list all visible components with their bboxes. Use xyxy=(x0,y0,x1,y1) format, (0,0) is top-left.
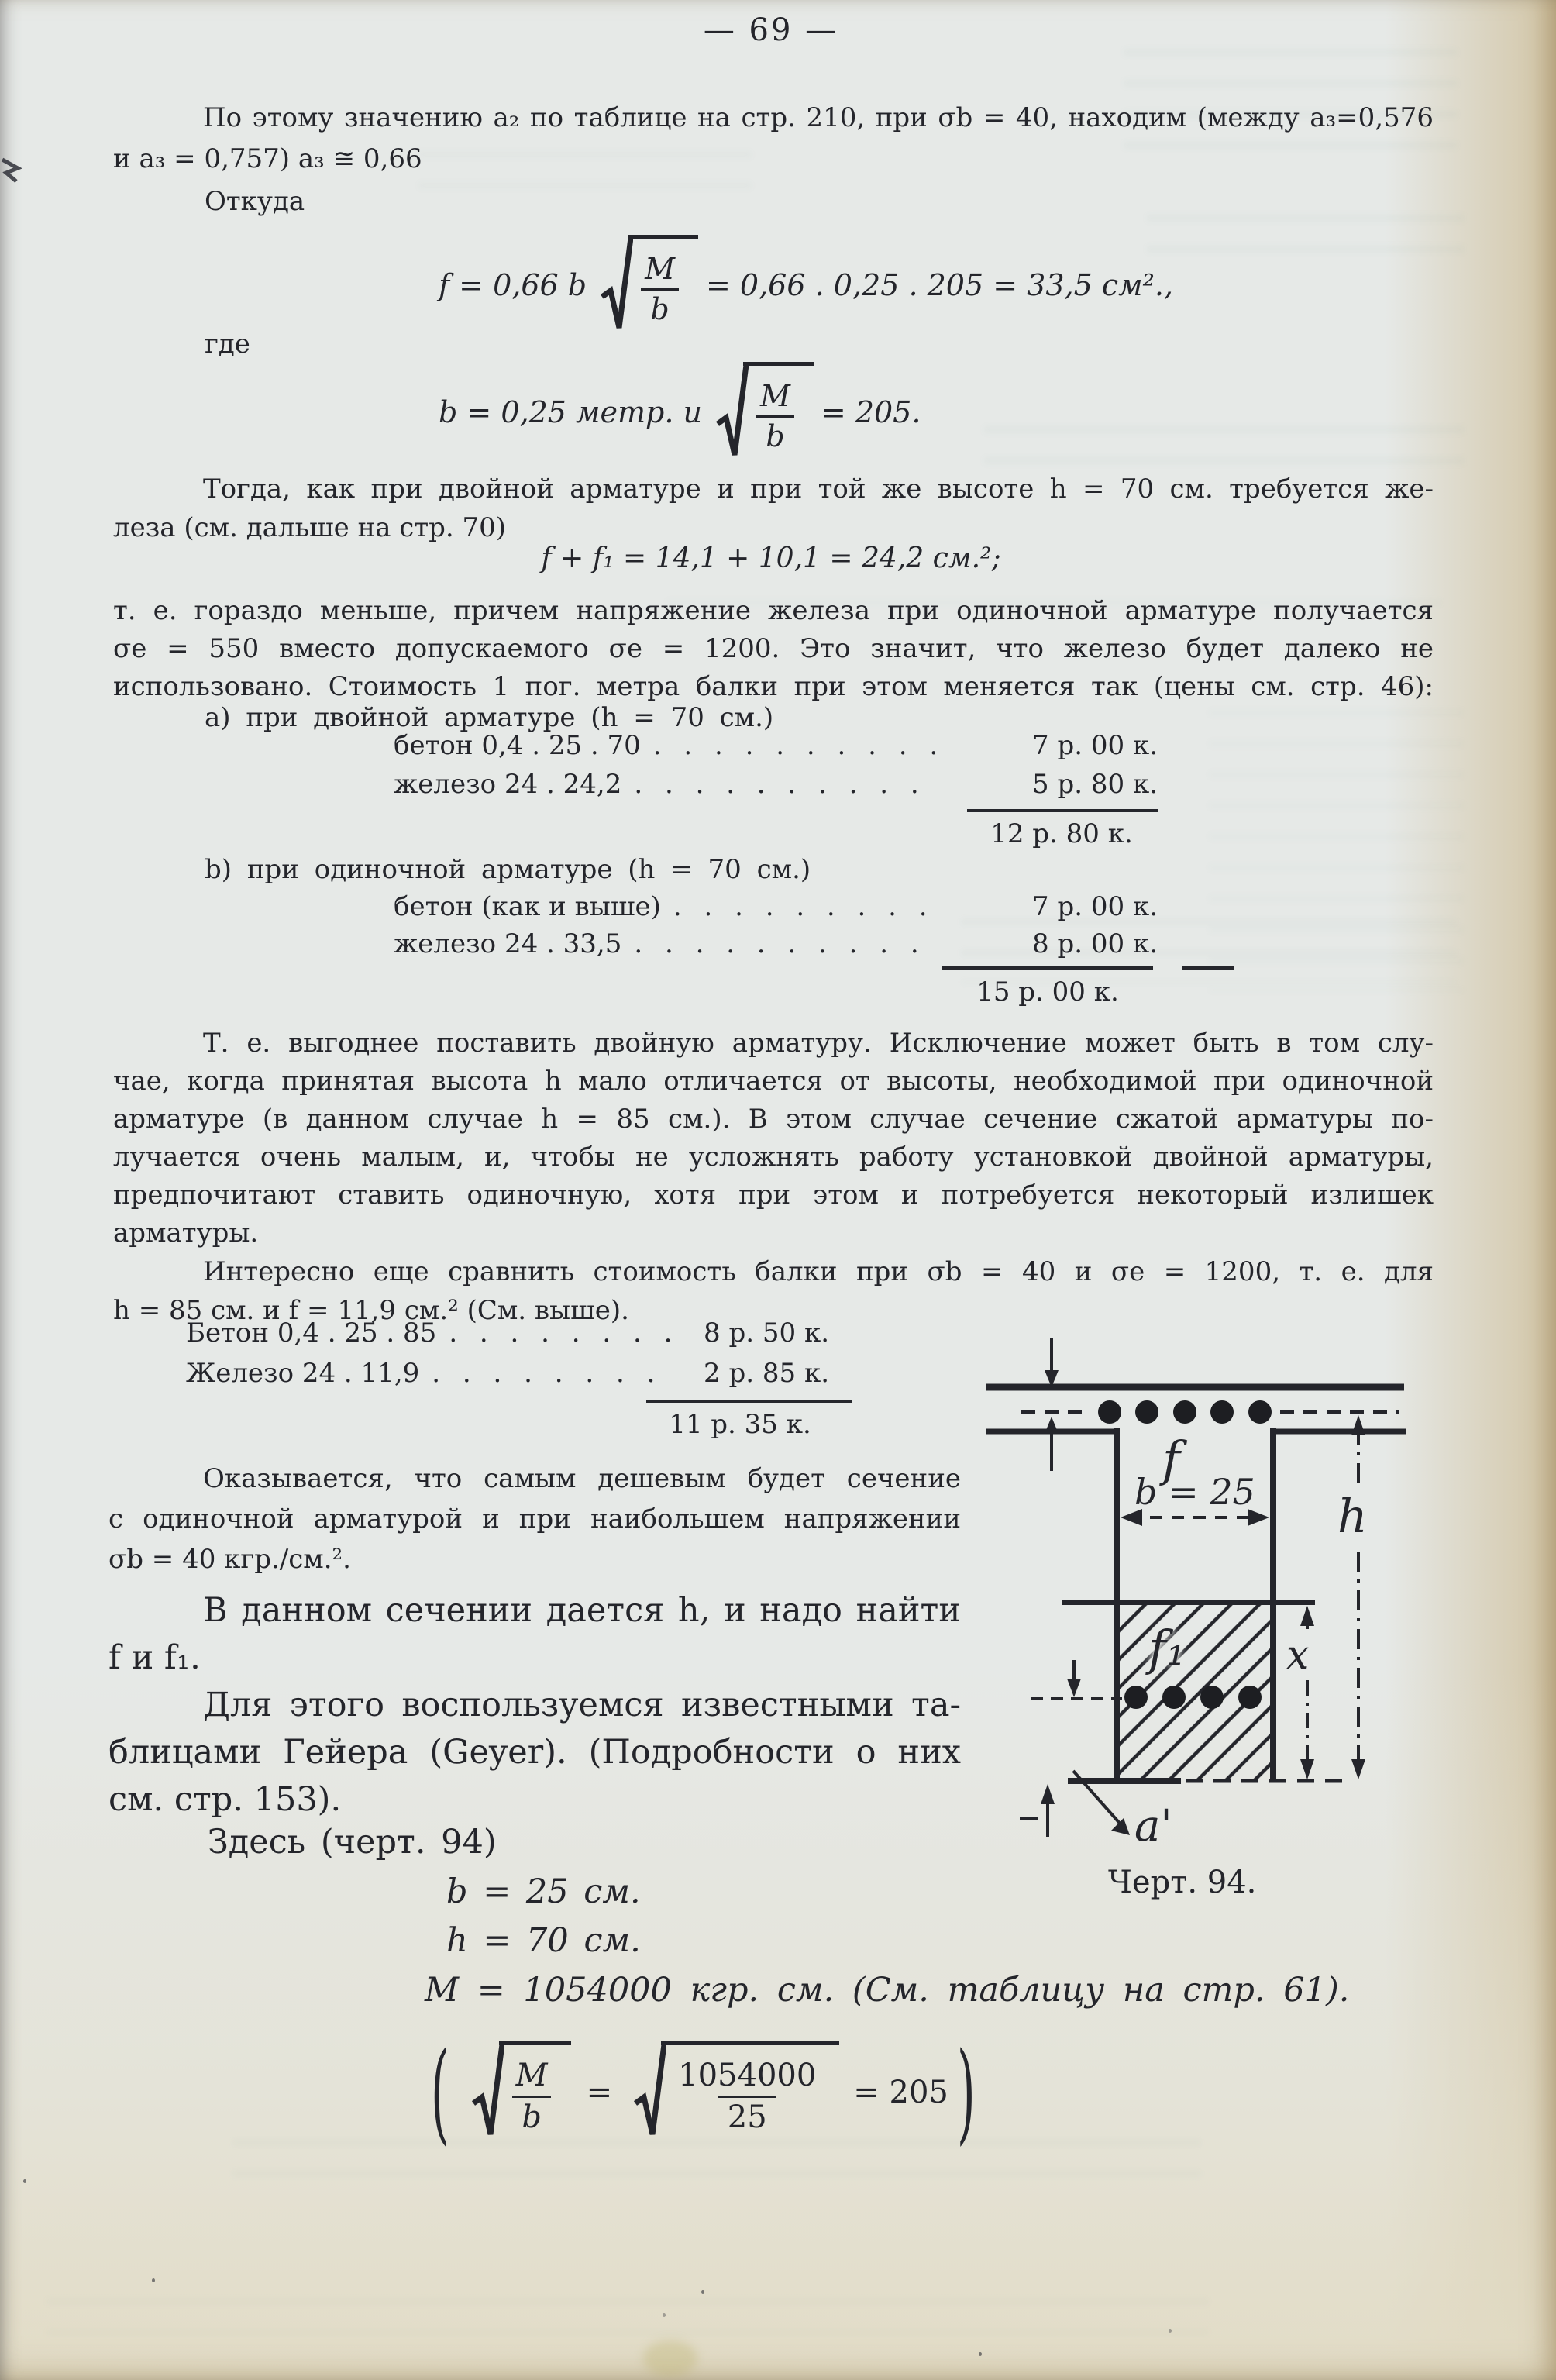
text-line: σb = 40 кгр./см.². xyxy=(108,1544,351,1575)
text-line: Интересно еще сравнить стоимость балки при σb = 40 и σе = 1200, т. е. для xyxy=(203,1256,1434,1287)
paper-speck xyxy=(979,2352,982,2356)
cost-b-heading: b) при одиночной арматуре (h = 70 см.) xyxy=(205,854,811,885)
paper-speck xyxy=(663,2313,666,2317)
radical xyxy=(470,2041,571,2143)
fraction-numerator: M xyxy=(515,2057,548,2093)
dot-leader: . . . . . . . . . . xyxy=(634,769,926,800)
margin-pen-mark xyxy=(0,153,23,189)
cost-amount: 5 р. 80 к. xyxy=(1032,769,1158,800)
bleed-through-ghost xyxy=(1147,203,1465,257)
fraction-denominator: b xyxy=(756,415,793,453)
cost-amount: 7 р. 00 к. xyxy=(1032,730,1158,761)
text-line: арматуры. xyxy=(113,1218,259,1249)
paper-speck xyxy=(152,2278,155,2282)
sum-rule xyxy=(646,1400,852,1403)
text-line: леза (см. дальше на стр. 70) xyxy=(113,512,507,543)
dot-leader: . . . . . . . . . . xyxy=(634,928,926,959)
paper-speck xyxy=(701,2290,704,2294)
word-otkuda: Откуда xyxy=(205,186,305,217)
bleed-through-ghost xyxy=(1209,697,1465,992)
text-line: Тогда, как при двойной арматуре и при той же высоте h = 70 см. требуется же- xyxy=(203,474,1434,505)
text-line: и a₃ = 0,757) a₃ ≅ 0,66 xyxy=(113,143,422,174)
text-line: h = 85 см. и f = 11,9 см.² (См. выше). xyxy=(113,1295,629,1326)
cost-row xyxy=(186,1358,829,1389)
paper-stain xyxy=(643,2340,697,2376)
figure-label-x: x xyxy=(1286,1632,1310,1679)
formula-ff1: f + f₁ = 14,1 + 10,1 = 24,2 см.²; xyxy=(541,542,1001,574)
zdes-line: Здесь (черт. 94) xyxy=(208,1823,497,1862)
cost-row xyxy=(394,928,1158,959)
text-line: Т. е. выгоднее поставить двойную арматуру. Исключение может быть в том слу- xyxy=(203,1028,1434,1059)
figure-label-a-prime: a' xyxy=(1134,1801,1172,1851)
beam-cross-section-figure xyxy=(972,1329,1457,1875)
cost-item-label: Железо 24 . 11,9 xyxy=(186,1358,420,1389)
cost-item-label: Бетон 0,4 . 25 . 85 xyxy=(186,1317,437,1348)
paragraph-togda xyxy=(108,470,1434,547)
fraction-denominator: b xyxy=(512,2096,551,2135)
paragraph-dannom xyxy=(108,1587,961,1824)
paper-speck xyxy=(23,2179,26,2183)
cost-c-total: 11 р. 35 к. xyxy=(669,1409,811,1440)
paragraph-intro xyxy=(108,98,1434,180)
text-line: лучается очень малым, и, чтобы не усложнять работу установкой двойной арматуры, xyxy=(113,1142,1434,1173)
paragraph-te xyxy=(108,592,1434,706)
text-line: предпочитают ставить одиночную, хотя при этом и потребуется некоторый излишек xyxy=(113,1180,1434,1211)
bleed-through-ghost xyxy=(984,415,1465,469)
fraction-denominator: b xyxy=(641,288,678,326)
text-line: чае, когда принятая высота h мало отличается от высоты, необходимой при одиночной xyxy=(113,1066,1434,1097)
text-line: арматуре (в данном случае h = 85 см.). В этом случае сечение сжатой арматуры по- xyxy=(113,1104,1434,1135)
text-line: σе = 550 вместо допускаемого σе = 1200. Это значит, что железо будет далеко не xyxy=(113,633,1434,664)
cost-a-total: 12 р. 80 к. xyxy=(990,818,1133,849)
paragraph-vygodnee xyxy=(108,1025,1434,1252)
formula-rhs: = 205 xyxy=(853,2074,948,2110)
page-number: — 69 — xyxy=(703,12,839,48)
given-b: b = 25 см. xyxy=(446,1872,641,1911)
cost-item-label: бетон 0,4 . 25 . 70 xyxy=(394,730,641,761)
fraction-numerator: M xyxy=(760,379,790,414)
cost-a-heading: а) при двойной арматуре (h = 70 см.) xyxy=(205,702,774,733)
text-line: блицами Гейера (Geyer). (Подробности о них xyxy=(108,1733,961,1772)
cost-row xyxy=(394,730,1158,761)
cost-row xyxy=(394,769,1158,800)
cost-item-label: железо 24 . 33,5 xyxy=(394,928,622,959)
given-h: h = 70 см. xyxy=(446,1921,641,1960)
text-line: с одиночной арматурой и при наибольшем напряжении xyxy=(108,1503,961,1534)
formula-f-sqrt xyxy=(439,223,1173,347)
figure-caption: Черт. 94. xyxy=(1108,1865,1257,1900)
equals-sign: = xyxy=(586,2074,613,2110)
word-gde: где xyxy=(205,329,250,360)
figure-label-f1: f₁ xyxy=(1148,1620,1186,1676)
text-line: т. е. гораздо меньше, причем напряжение железа при одиночной арматуре получается xyxy=(113,595,1434,626)
figure-label-b-dim: b = 25 xyxy=(1134,1471,1255,1513)
text-line: см. стр. 153). xyxy=(108,1780,342,1819)
formula-final xyxy=(422,2024,984,2160)
formula-lhs: f = 0,66 b xyxy=(439,268,587,302)
bleed-through-ghost xyxy=(46,2286,1209,2356)
fraction-numerator: 1054000 xyxy=(678,2057,817,2093)
sum-rule xyxy=(942,966,1153,970)
formula-lhs: b = 0,25 метр. и xyxy=(439,395,702,429)
sum-rule-short xyxy=(1182,966,1234,970)
sum-rule xyxy=(967,809,1158,812)
cost-item-label: бетон (как и выше) xyxy=(394,891,661,922)
text-line: использовано. Стоимость 1 пог. метра балки при этом меняется так (цены см. стр. 46): xyxy=(113,671,1434,702)
formula-b-sqrt xyxy=(439,350,921,474)
text-line: Оказывается, что самым дешевым будет сечение xyxy=(203,1463,961,1494)
close-paren: ) xyxy=(956,2027,976,2155)
fraction-denominator: 25 xyxy=(718,2096,776,2135)
dot-leader: . . . . . . . . xyxy=(449,1317,680,1348)
radical xyxy=(599,235,698,336)
cost-amount: 7 р. 00 к. xyxy=(1032,891,1158,922)
cost-amount: 2 р. 85 к. xyxy=(704,1358,829,1389)
top-rebar-dots xyxy=(1098,1400,1272,1424)
fraction-numerator: M xyxy=(645,252,675,287)
formula-rhs: = 0,66 . 0,25 . 205 = 33,5 см²., xyxy=(706,268,1174,302)
dot-leader: . . . . . . . . . xyxy=(673,891,935,922)
radical xyxy=(714,362,814,463)
text-line: f и f₁. xyxy=(108,1638,201,1677)
paragraph-okazyvaetsya xyxy=(108,1459,961,1579)
formula-rhs: = 205. xyxy=(821,395,921,429)
paper-speck xyxy=(1169,2329,1172,2333)
figure-label-f: f xyxy=(1162,1431,1180,1487)
cost-row xyxy=(186,1317,829,1348)
open-paren: ( xyxy=(430,2027,449,2155)
cost-b-total: 15 р. 00 к. xyxy=(976,976,1119,1007)
given-m: M = 1054000 кгр. см. (См. таблицу на стр. 61). xyxy=(425,1971,1350,2010)
radical xyxy=(632,2041,839,2143)
cost-row xyxy=(394,891,1158,922)
text-line: По этому значению a₂ по таблице на стр. 210, при σb = 40, находим (между a₃=0,576 xyxy=(203,102,1434,133)
text-line: Для этого воспользуемся известными та- xyxy=(203,1686,961,1724)
text-line: В данном сечении дается h, и надо найти xyxy=(203,1591,961,1630)
cost-amount: 8 р. 50 к. xyxy=(704,1317,829,1348)
cost-item-label: железо 24 . 24,2 xyxy=(394,769,622,800)
figure-label-h: h xyxy=(1337,1490,1368,1544)
dot-leader: . . . . . . . . . . xyxy=(652,730,945,761)
cost-amount: 8 р. 00 к. xyxy=(1032,928,1158,959)
dot-leader: . . . . . . . . xyxy=(432,1358,663,1389)
